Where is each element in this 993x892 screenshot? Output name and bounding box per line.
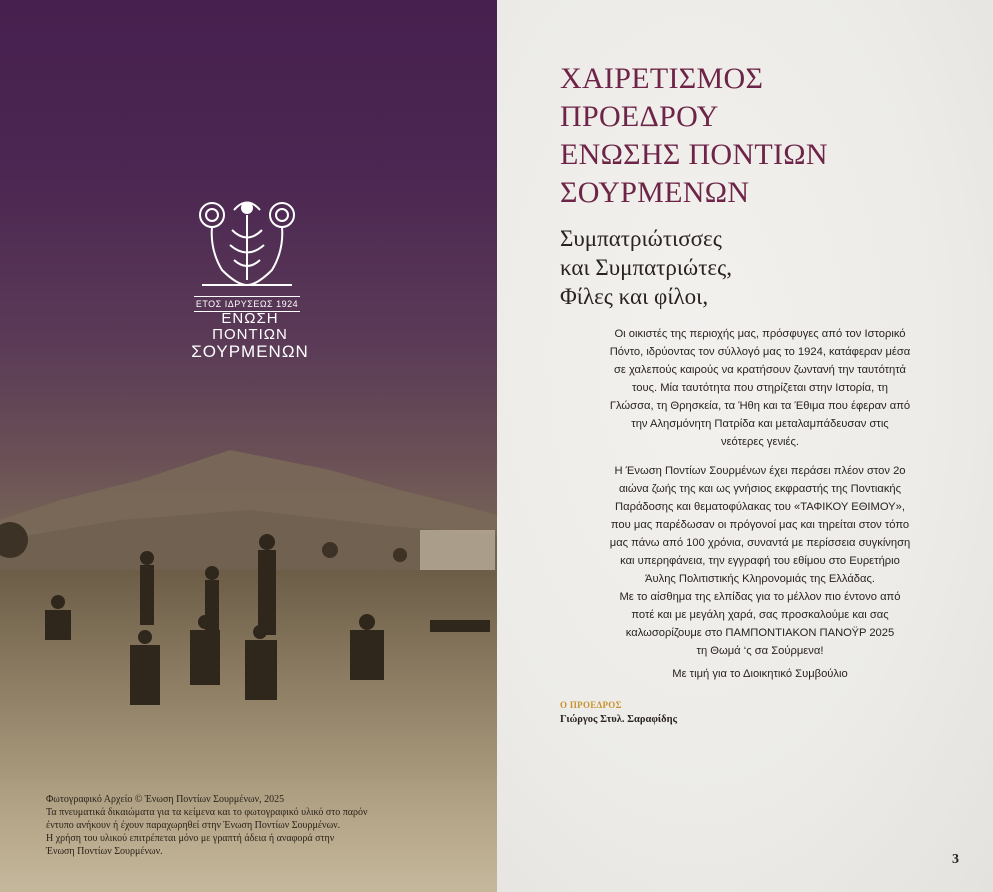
text-line: Η Ένωση Ποντίων Σουρμένων έχει περάσει πλέον στον 2ο [614,465,906,477]
closing-line: Με τιμή για το Διοικητικό Συμβούλιο [672,668,848,680]
title-line: ΕΝΩΣΗΣ ΠΟΝΤΙΩΝ [560,138,828,171]
text-line: και υπερηφάνεια, την εγγραφή του εθίμου στο Ευρετήριο [620,555,900,567]
logo-line-3: ΣΟΥΡΜΕΝΩΝ [191,342,309,361]
text-line: τη Θωμά ‘ς σα Σούρμενα! [696,645,824,657]
logo-line-1: ΕΝΩΣΗ [221,310,279,327]
signature-name: Γιώργος Στυλ. Σαραφίδης [560,714,678,725]
text-line: τους. Μία ταυτότητα που στηρίζεται στην Ιστορία, τη [632,382,888,394]
text-line: την Αλησμόνητη Πατρίδα και μεταλαμπάδευσαν στις [631,418,889,430]
credit-line: Η χρήση του υλικού επιτρέπεται μόνο με γραπτή άδεια ή αναφορά στην [46,833,335,844]
signature-role: Ο ΠΡΟΕΔΡΟΣ [560,700,622,710]
paragraph-2 [560,462,960,660]
greeting-line: Φίλες και φίλοι, [560,284,709,309]
text-line: καλωσορίζουμε στο ΠΑΜΠΟΝΤΙΑΚΟΝ ΠΑΝΟΫΡ 2025 [625,627,895,639]
text-line: Άυλης Πολιτιστικής Κληρονομιάς της Ελλάδας. [645,573,875,585]
eagle-emblem-icon [192,190,302,295]
logo-year: ΕΤΟΣ ΙΔΡΥΣΕΩΣ 1924 [194,296,300,312]
text-line: που μας παρέδωσαν οι πρόγονοί μας και τηρείται στον τόπο [610,519,910,531]
page-number: 3 [952,852,959,867]
credit-line: Τα πνευματικά δικαιώματα για τα κείμενα και το φωτογραφικό υλικό στο παρόν [46,807,368,818]
text-line: σε χαλεπούς καιρούς να κρατήσουν ζωντανή την ταυτότητά [613,364,907,376]
text-line: ποτέ και με μεγάλη χαρά, σας προσκαλούμε και σας [631,609,889,621]
page-title [560,60,828,212]
text-line: Οι οικιστές της περιοχής μας, πρόσφυγες από τον Ιστορικό [614,328,906,340]
text-line: Με το αίσθημα της ελπίδας για το μέλλον πιο έντονο από [619,591,901,603]
credit-line: Ένωση Ποντίων Σουρμένων. [46,846,163,857]
historic-group-photo [0,430,497,780]
union-logo [190,190,310,360]
title-line: ΣΟΥΡΜΕΝΩΝ [560,176,750,209]
text-line: Γλώσσα, τη Θρησκεία, τα Ήθη και τα Έθιμα που έφεραν από [609,400,911,412]
text-line: νεότερες γενιές. [720,436,800,448]
title-line: ΧΑΙΡΕΤΙΣΜΟΣ [560,62,764,95]
text-line: Παράδοσης και θεματοφύλακας του «ΤΑΦΙΚΟΥ ΕΘΙΜΟΥ», [615,501,905,513]
credit-line: έντυπο ανήκουν ή έχουν παραχωρηθεί στην Ένωση Ποντίων Σουρμένων. [46,820,341,831]
right-panel [497,0,993,892]
text-line: μας πάνω από 100 χρόνια, συναντά με περίσσεια συγκίνηση [609,537,911,549]
logo-line-2: ΠΟΝΤΙΩΝ [212,326,288,343]
photo-credit [46,793,466,858]
text-line: Πόντο, ιδρύοντας τον σύλλογό μας το 1924, κατάφεραν μέσα [609,346,911,358]
greeting-line: και Συμπατριώτες, [560,255,732,280]
credit-line: Φωτογραφικό Αρχείο © Ένωση Ποντίων Σουρμένων, 2025 [46,794,285,805]
text-line: αιώνα ζωής της και ως γνήσιος εκφραστής της Ποντιακής [618,483,902,495]
title-line: ΠΡΟΕΔΡΟΥ [560,100,719,133]
paragraph-1 [560,325,960,451]
greeting-line: Συμπατριώτισσες [560,226,722,251]
greeting [560,224,732,311]
